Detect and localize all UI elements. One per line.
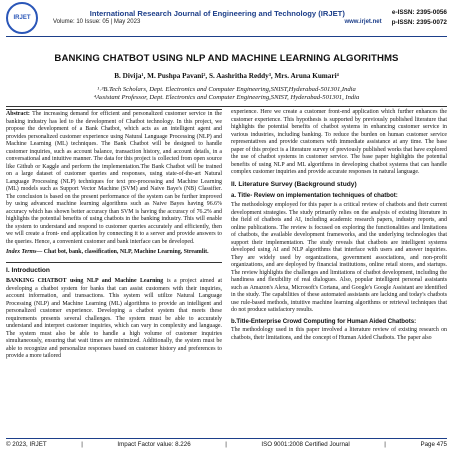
right-paragraph-1: experience. Here we create a customer front-end application which further enhances the customer experience. This hypothesis is supported by previously published literature that highlights the potential benefits of chatbot systems in enhancing customer service in various industries, including banking. To reduce the burden on human customer service representatives and provide customers with immediate assistance at any time. The base paper of this project is a literature survey of previously published works that have explored the use of chatbot systems in customer service. The base paper highlights the potential benefits of using NLP and ML algorithms in developing chatbot systems that can handle complex customer inquiries and provide accurate responses in natural language. <box>231 109 447 176</box>
footer-separator-2: | <box>225 441 227 448</box>
journal-website-link[interactable]: www.irjet.net <box>344 18 382 25</box>
abstract-label: Abstract: <box>6 111 30 118</box>
paper-title: BANKING CHATBOT USING NLP AND MACHINE LEARNING ALGORITHMS <box>54 53 399 64</box>
journal-logo <box>6 2 38 34</box>
index-terms: Chat bot, bank, classification, NLP, Machine Learning, Streamlit. <box>43 249 209 256</box>
paper-authors: B. Divija¹, M. Pushpa Pavani², S. Aashritha Reddy³, Mrs. Aruna Kumari⁴ <box>114 72 339 80</box>
pissn: p-ISSN: 2395-0072 <box>391 19 447 26</box>
abstract-block <box>6 109 222 263</box>
intro-text: is a project aimed at developing a chatbot system for banks that can assist customers with their inquiries, account information, and transactions. This system will utilize Natural Language Processing (NLP) and Machine Learning (ML) algorithms to provide an intelligent and personalized customer experience. Developing a chatbot system that meets these requirements presents several challenges. The system must be able to accurately understand and interpret customer inquiries, which can vary in complexity and language. The system must also be able to handle a high volume of customer inquiries simultaneously, ensuring that wait times are minimized. Additionally, the system must be able to recognize and personalize responses based on customer history and preferences to provide a more tailored <box>6 278 222 360</box>
eissn: e-ISSN: 2395-0056 <box>391 9 447 17</box>
footer-separator-3: | <box>384 441 386 448</box>
footer-page-number: Page 475 <box>420 441 447 448</box>
subheading-a: a. Title- Review on implementation techniques of chatbot: <box>231 192 398 200</box>
section-heading-literature: II. Literature Survey (Background study) <box>231 180 357 188</box>
affiliation-students: ¹˒³B.Tech Scholars, Dept. Electronics and Computer Engineering,SNIST,Hyderabad-501301,India <box>97 86 356 93</box>
footer-separator-1: | <box>81 441 83 448</box>
section-heading-introduction: I. Introduction <box>6 266 50 274</box>
abstract-text: The increasing demand for efficient and personalized customer service in the banking industry has led to the development of Chatbot technology. In this project, we propose the development of a Bank Chatbot, which acts as an intelligent agent and provides personalized customer experience using Natural Language Processing (NLP) and Machine Learning (ML) techniques. The Bank Chatbot will be designed to handle customer inquiries, such as account balance, transaction history, and account details, in a conversational and intuitive manner. The data for this project is collected from open source like Github or Kaggle and perform the implementation.The Bank Chatbot will be trained on a large dataset of customer queries and responses, using state-of-the-art Natural Language Processing (NLP) techniques for text pre-processing and Machine Learning (ML) models such as Support Vector Machine (SVM) and Naive Baye's (NB) Classifier. The conclusion is based on the present performance of the system can be further improved by using advanced machine learning algorithms such as Naive Bayes having 96.6% accuracy which has shown better accuracy than SVM is having the accuracy of 76.2% and highlights the potential benefits of using chatbots in the banking industry. This will enable the system to understand and respond to customer queries accurately and efficiently, then we will create a front- end application by connecting it to a server and provide answers to the queries. Hence, a convenient customer and bank interface can be developed. <box>6 111 222 245</box>
footer-impact-factor: Impact Factor value: 8.226 <box>117 441 191 448</box>
journal-name: International Research Journal of Engineering and Technology (IRJET) <box>89 9 345 19</box>
right-paragraph-2: The methodology employed for this paper is a critical review of chatbots and their current development strategies. The study primarily relies on the analysis of existing literature in the field of chatbots and AI, including academic research papers, industry reports, and online publications. The review is focused on exploring the functionalities and limitations of chatbots, the available development frameworks, and the underlying technologies that support their implementation. The study reveals that chatbots are intelligent systems developed using AI and NLP algorithms that interface with users and answer inquiries. They are widely used by organizations, government associations, and non-profit organizations, and are deployed by financial institutions, online retail stores, and startups. The review highlights the challenges and limitations of chatbot development, including the handiness and flexibility of real dialogues. Also, popular intelligent personal assistants such as Amazon's Alexa, Microsoft's Cortana, and Google's Google Assistant are identified in the study. The capabilities of these automated assistants are lacking and today's chatbots use rule-based methods, intuitive machine learning algorithms or retrieval techniques that do not produce satisfactory results. <box>231 202 447 314</box>
footer-copyright: © 2023, IRJET <box>6 441 47 448</box>
affiliation-professor: ⁴Assistant Professor, Dept. Electronics and Computer Engineering,SNIST, Hyderabad-501301, India <box>93 94 360 102</box>
journal-header <box>6 0 447 37</box>
title-divider <box>6 106 447 107</box>
left-column <box>6 109 222 363</box>
volume-issue: Volume: 10 Issue: 05 | May 2023 <box>53 18 141 25</box>
intro-lead: BANKING CHATBOT using NLP and Machine Learning <box>6 278 164 285</box>
right-paragraph-3: The methodology used in this paper involved a literature review of existing research on chatbots, their limitations, and the concept of Human Aided Chatbots. The paper also <box>231 327 447 341</box>
index-terms-label: Index Terms— <box>6 249 43 256</box>
page-footer <box>6 438 447 448</box>
logo-text: IRJET <box>13 15 31 21</box>
body-columns <box>6 109 447 363</box>
affiliations <box>6 86 447 102</box>
subheading-b: b.Title-Enterprise Crowd Computing for Human Aided Chatbots: <box>231 317 417 325</box>
footer-iso: ISO 9001:2008 Certified Journal <box>261 441 350 448</box>
right-column <box>231 109 447 363</box>
